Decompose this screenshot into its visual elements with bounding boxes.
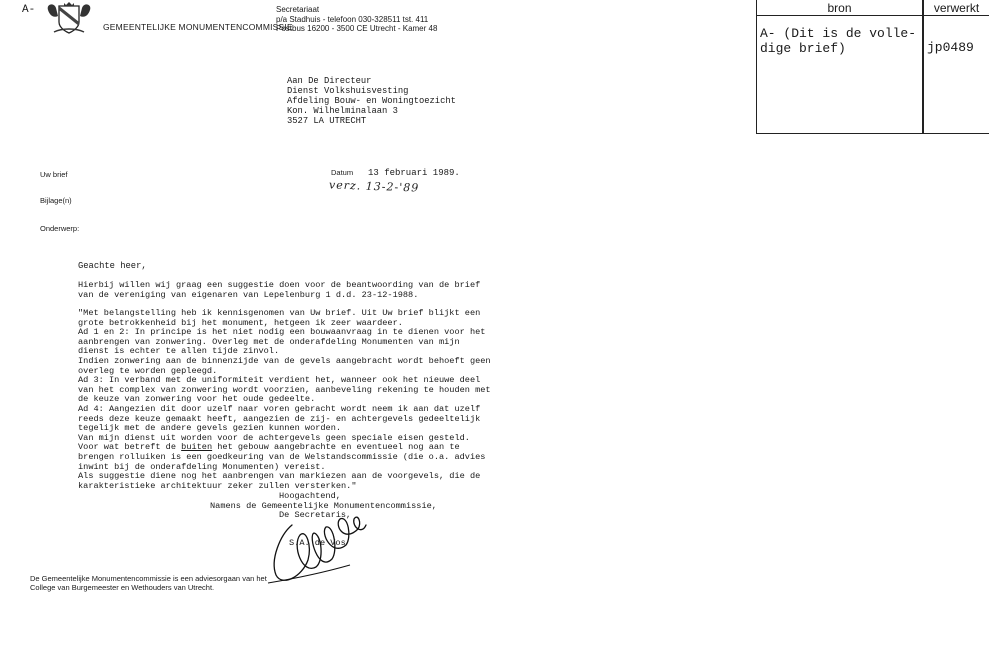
column-divider xyxy=(922,0,924,133)
coat-of-arms-logo xyxy=(44,2,94,36)
body-line: Van mijn dienst uit worden voor de achtergevels geen speciale eisen gesteld. xyxy=(78,432,470,443)
body-line: tegelijk met de andere gevels gezien kunnen worden. xyxy=(78,423,342,434)
body-line: Ad 3: In verband met de uniformiteit verdient het, wanneer ook het nieuwe deel xyxy=(78,375,481,386)
uw-brief-label: Uw brief xyxy=(40,170,68,179)
address-line: Dienst Volkshuisvesting xyxy=(287,86,409,96)
datum-value: 13 februari 1989. xyxy=(368,168,460,178)
source-table xyxy=(756,0,989,134)
secretariat-line: Postbus 16200 - 3500 CE Utrecht - Kamer 48 xyxy=(276,24,438,34)
footer-line: College van Burgemeester en Wethouders van Utrecht. xyxy=(30,583,215,593)
onderwerp-label: Onderwerp: xyxy=(40,224,80,233)
verwerkt-value: jp0489 xyxy=(927,40,974,55)
intro-paragraph xyxy=(78,281,480,300)
salutation: Geachte heer, xyxy=(78,261,147,271)
footer-line: De Gemeentelijke Monumentencommissie is een adviesorgaan van het xyxy=(30,574,267,583)
body-line: dienst is echter te allen tijde zinvol. xyxy=(78,346,280,357)
body-line: Ad 4: Aangezien dit door uzelf naar voren gebracht wordt neem ik aan dat uzelf xyxy=(78,403,481,414)
signer-name: S.A. de Vos xyxy=(289,538,346,548)
organization-name: GEMEENTELIJKE MONUMENTENCOMMISSIE xyxy=(103,22,293,32)
secretariat-block xyxy=(276,5,437,34)
body-line: karakteristieke architektuur zeker zullen versterken." xyxy=(78,480,357,491)
datum-label: Datum xyxy=(331,168,354,177)
bijlage-label: Bijlage(n) xyxy=(40,196,72,205)
bron-header: bron xyxy=(827,1,852,15)
body-line: Indien zonwering aan de binnenzijde van de gevels aangebracht wordt behoeft geen xyxy=(78,355,491,366)
address-line: Aan De Directeur xyxy=(287,76,372,86)
closing-line: De Secretaris, xyxy=(279,510,352,521)
body-line: van de vereniging van eigenaren van Lepelenburg 1 d.d. 23-12-1988. xyxy=(78,289,419,300)
closing-line: Namens de Gemeentelijke Monumentencommissie, xyxy=(210,500,437,511)
closing-line: Hoogachtend, xyxy=(279,491,341,501)
underlined-word: buiten xyxy=(181,442,213,453)
body-line: aanbrengen van zonwering. Overleg met de onderafdeling Monumenten van mijn xyxy=(78,336,460,347)
body-line: overleg te worden gepleegd. xyxy=(78,365,218,376)
bron-value: A- (Dit is de volle- dige brief) xyxy=(760,26,917,56)
quoted-paragraph xyxy=(78,309,491,491)
document-prefix: A- xyxy=(22,4,36,16)
recipient-address xyxy=(287,76,456,126)
address-line: Afdeling Bouw- en Woningtoezicht xyxy=(287,96,456,106)
body-line: Ad 1 en 2: In principe is het niet nodig een bouwaanvraag in te dienen voor het xyxy=(78,327,486,338)
body-line: Hierbij willen wij graag een suggestie doen voor de beantwoording van de brief xyxy=(78,280,481,290)
body-line: Als suggestie diene nog het aanbrengen van markiezen aan de voorgevels, die de xyxy=(78,471,481,482)
body-line: grote betrokkenheid bij het monument, hetgeen ik zeer waardeer. xyxy=(78,317,403,328)
body-line: reeds deze keuze gemaakt heeft, aangezien de zij- en achtergevels gedeeltelijk xyxy=(78,413,481,424)
body-line: inwint bij de onderafdeling Monumenten) vereist. xyxy=(78,461,326,472)
body-line: brengen rolluiken is een goedkeuring van de Welstandscommissie (die o.a. advies xyxy=(78,451,486,462)
body-line: Voor wat betreft de buiten het gebouw aangebrachte en eventueel nog aan te xyxy=(78,442,460,453)
secretariat-line: Secretariaat xyxy=(276,5,320,14)
verwerkt-header: verwerkt xyxy=(933,1,980,15)
body-line: van het complex van zonwering wordt voorzien, aanbeveling rekening te houden met xyxy=(78,384,491,395)
address-line: 3527 LA UTRECHT xyxy=(287,116,367,126)
handwritten-verzonden-note: verz. 13-2-'89 xyxy=(328,178,420,195)
body-line: "Met belangstelling heb ik kennisgenomen van Uw brief. Uit Uw brief blijkt een xyxy=(78,308,481,318)
secretariat-line: p/a Stadhuis - telefoon 030-328511 tst. 411 xyxy=(276,14,429,24)
body-line: de keuze van zonwering voor het oude gedeelte. xyxy=(78,394,316,405)
footer-note xyxy=(30,574,267,592)
address-line: Kon. Wilhelminalaan 3 xyxy=(287,106,398,116)
